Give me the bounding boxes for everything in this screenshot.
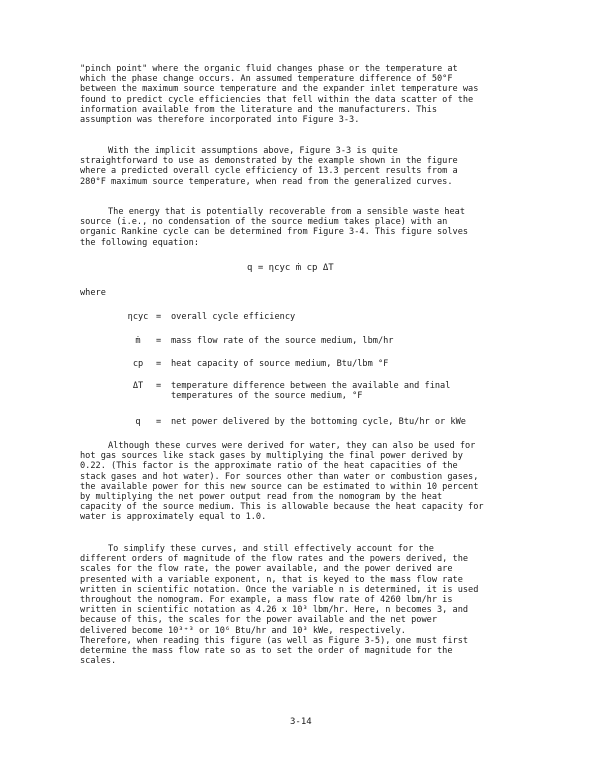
page-number: 3-14 (290, 717, 312, 727)
where-label: where (80, 288, 106, 298)
text-line: source (i.e., no condensation of the source medium takes place) with an (80, 217, 448, 228)
text-line: found to predict cycle efficiencies that fell within the data scatter of the (80, 94, 474, 105)
equals-sign: = (156, 417, 162, 427)
equals-sign: = (156, 381, 162, 391)
equation: q = ηcyc ṁ cp ΔT (247, 263, 334, 273)
text-line: written in scientific notation as 4.26 x 10³ lbm/hr. Here, n becomes 3, and (80, 605, 469, 616)
symbol-eta-cyc: ηcyc (127, 312, 149, 322)
text-line: hot gas sources like stack gases by multiplying the final power derived by (80, 451, 463, 462)
paragraph-simplify-curves (80, 544, 550, 666)
symbol-q: q (135, 417, 141, 427)
text-line: by multiplying the net power output read from the nomogram by the heat (80, 492, 443, 503)
symbol-cp: cp (132, 359, 144, 369)
text-line: capacity of the source medium. This is allowable because the heat capacity for (80, 502, 484, 513)
symbol-m-dot: ṁ (135, 336, 141, 346)
text-line: between the maximum source temperature and the expander inlet temperature was (80, 84, 479, 95)
equals-sign: = (156, 312, 162, 322)
text-line: To simplify these curves, and still effectively account for the (108, 544, 434, 554)
equals-sign: = (156, 359, 162, 369)
text-line: written in scientific notation. Once the variable n is determined, it is used (80, 584, 479, 595)
symbol-delta-t: ΔT (132, 381, 144, 391)
text-line: delivered become 10³⁺³ or 10⁶ Btu/hr and 10³ kWe, respectively. (80, 625, 406, 636)
text-line: Therefore, when reading this figure (as well as Figure 3-5), one must first (80, 635, 469, 646)
text-line: the available power for this new source can be estimated to within 10 percent (80, 481, 479, 492)
text-line: The energy that is potentially recoverable from a sensible waste heat (108, 207, 465, 217)
text-line: organic Rankine cycle can be determined from Figure 3-4. This figure solves (80, 227, 469, 238)
text-line: because of this, the scales for the power available and the net power (80, 615, 437, 626)
equals-sign: = (156, 336, 162, 346)
text-line: throughout the nomogram. For example, a mass flow rate of 4260 lbm/hr is (80, 595, 453, 606)
text-line: 0.22. (This factor is the approximate ratio of the heat capacities of the (80, 461, 458, 472)
text-line: With the implicit assumptions above, Figure 3-3 is quite (108, 146, 398, 156)
definition-text: temperature difference between the available and final (171, 381, 451, 391)
text-line: Although these curves were derived for water, they can also be used for (108, 441, 476, 451)
text-line: water is approximately equal to 1.0. (80, 512, 267, 523)
text-line: determine the mass flow rate so as to set the order of magnitude for the (80, 646, 453, 657)
text-line: stack gases and hot water). For sources other than water or combustion gases, (80, 471, 479, 482)
definition-text: temperatures of the source medium, °F (171, 391, 363, 402)
text-line: scales for the flow rate, the power available, and the power derived are (80, 564, 453, 575)
text-line: presented with a variable exponent, n, that is keyed to the mass flow rate (80, 574, 463, 585)
text-line: information available from the literature and the manufacturers. This (80, 104, 437, 115)
text-line: 280°F maximum source temperature, when read from the generalized curves. (80, 176, 453, 187)
text-line: "pinch point" where the organic fluid changes phase or the temperature at (80, 64, 458, 74)
text-line: which the phase change occurs. An assumed temperature difference of 50°F (80, 74, 453, 85)
text-line: straightforward to use as demonstrated by the example shown in the figure (80, 156, 458, 167)
text-line: assumption was therefore incorporated into Figure 3-3. (80, 115, 360, 126)
paragraph-implicit-assumptions (80, 146, 550, 187)
definition-text: net power delivered by the bottoming cycle, Btu/hr or kWe (171, 417, 466, 427)
paragraph-pinch-point (80, 64, 550, 125)
text-line: scales. (80, 656, 117, 667)
paragraph-hot-gas-sources (80, 441, 550, 523)
text-line: different orders of magnitude of the flow rates and the powers derived, the (80, 554, 469, 565)
text-line: where a predicted overall cycle efficiency of 13.3 percent results from a (80, 166, 458, 177)
definition-text: heat capacity of source medium, Btu/lbm °F (171, 359, 389, 369)
paragraph-energy-recoverable (80, 207, 550, 248)
definition-text: overall cycle efficiency (171, 312, 296, 322)
text-line: the following equation: (80, 237, 199, 248)
definition-text: mass flow rate of the source medium, lbm/hr (171, 336, 394, 346)
